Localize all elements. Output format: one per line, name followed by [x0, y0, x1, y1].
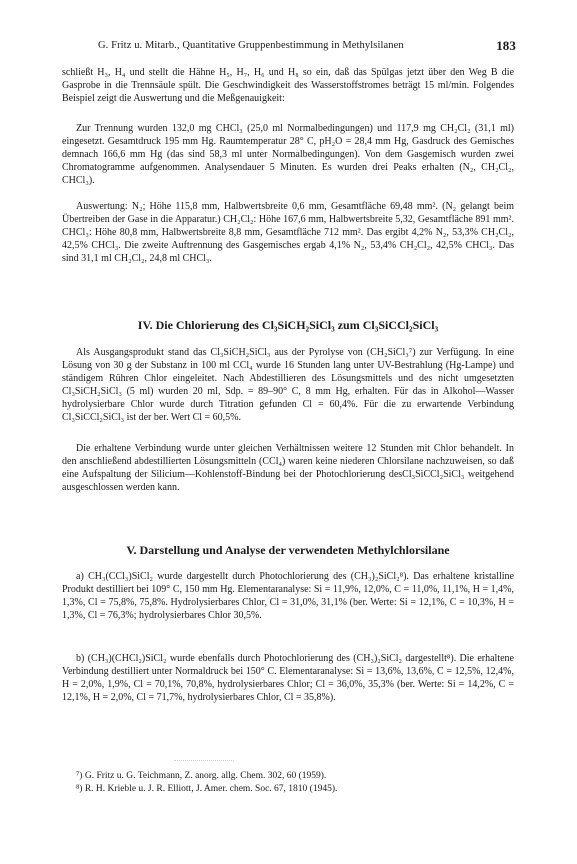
paragraph-1-text: schließt H₃, H₄ und stellt die Hähne H₅, H₇, H₆ und H₈ so ein, daß das Spülgas jetzt über den Weg B die Gasprobe in die Trennsäule spült. Die Geschwindigkeit des Wasserstoffstromes beträgt 15 ml/min. Folgendes Beispiel zeigt die Auswertung und die Meßgenauigkeit:: [62, 67, 514, 104]
footnotes: [76, 770, 516, 796]
section-heading-v-text: V. Darstellung und Analyse der verwendeten Methylchlorsilane: [126, 543, 450, 557]
running-header: [98, 40, 516, 51]
section-heading-iv-text: IV. Die Chlorierung des Cl₃SiCH₂SiCl₃ zum Cl₃SiCCl₂SiCl₃: [137, 318, 439, 332]
running-title: G. Fritz u. Mitarb., Quantitative Gruppenbestimmung in Methylsilanen: [98, 40, 404, 51]
section-heading-iv: [62, 318, 514, 333]
paragraph-1: [62, 66, 514, 105]
paragraph-2: [62, 122, 514, 187]
paragraph-5-text: Die erhaltene Verbindung wurde unter gleichen Verhältnissen weitere 12 Stunden mit Chlor behandelt. In den anschließend abdestillierten Lösungsmitteln (CCl₄) waren keine niederen Chlorsilane nachzuweisen, so daß eine Aufspaltung der Silicium—Kohlenstoff-Bindung bei der Photochlorierung desCl₃SiCCl₂SiCl₃ weitgehend ausgeschlossen werden kann.: [62, 443, 514, 493]
paragraph-4: [62, 346, 514, 424]
page-number: 183: [496, 38, 516, 53]
footnote-8: ⁸) R. H. Krieble u. J. R. Elliott, J. Amer. chem. Soc. 67, 1810 (1945).: [76, 784, 338, 794]
section-heading-v: [62, 543, 514, 558]
footnote-7: ⁷) G. Fritz u. G. Teichmann, Z. anorg. allg. Chem. 302, 60 (1959).: [76, 771, 327, 781]
paragraph-3-text: Auswertung: N₂; Höhe 115,8 mm, Halbwertsbreite 0,6 mm, Gesamtfläche 69,48 mm². (N₂ gelangt beim Übertreiben der Gase in die Apparatur.) CH₂Cl₂: Höhe 167,6 mm, Halbwertsbreite 5,32, Gesamtfläche 891 mm². CHCl₃: Höhe 80,8 mm, Halbwertsbreite 8,8 mm, Gesamtfläche 712 mm². Das ergibt 4,2% N₂, 53,3% CH₂Cl₂, 42,5% CHCl₃. Die zweite Auftrennung des Gasgemisches ergab 4,1% N₂, 53,4% CH₂Cl₂, 42,5% CHCl₃. Das sind 31,1 ml CH₂Cl₂, 24,8 ml CHCl₃.: [62, 201, 514, 264]
paragraph-7-text: b) (CH₃)(CHCl₂)SiCl₂ wurde ebenfalls durch Photochlorierung des (CH₃)₂SiCl₂ dargestellt⁸). Die erhaltene Verbindung destilliert unter Normaldruck bei 150° C. Elementaranalyse: Si = 13,6%, 13,6%, C = 12,5%, 12,4%, H = 2,0%, 1,9%, Cl = 70,1%, 70,8%, hydrolysierbares Chlor; Cl = 36,0%, 35,3% (ber. Werte: Si = 14,2%, C = 12,1%, H = 2,0%, Cl = 71,7%, hydrolysierbares Chlor, Cl = 35,8%).: [62, 653, 514, 703]
paragraph-3: [62, 200, 514, 265]
paragraph-6: [62, 570, 514, 622]
paragraph-4-text: Als Ausgangsprodukt stand das Cl₃SiCH₂SiCl₃ aus der Pyrolyse von (CH₂SiCl₃⁷) zur Verfügung. In eine Lösung von 30 g der Substanz in 100 ml CCl₄ wurde 16 Stunden lang unter UV-Bestrahlung (Hg-Lampe) und ständigem Rühren Chlor eingeleitet. Nach Abdestillieren des Lösungsmittels und des nicht umgesetzten Cl₃SiCH₂SiCl₃ (5 ml) wurden 20 ml, Sdp. = 89–90° C, 8 mm Hg, erhalten. Für das in Alkohol—Wasser hydrolysierbare Chlor wurde durch Titration gefunden Cl = 60,4%. Für die zu erwartende Verbindung Cl₃SiCCl₂SiCl₃ ist der ber. Wert Cl = 60,5%.: [62, 347, 514, 423]
paragraph-7: [62, 652, 514, 704]
paragraph-2-text: Zur Trennung wurden 132,0 mg CHCl₃ (25,0 ml Normalbedingungen) und 117,9 mg CH₂Cl₂ (31,1 ml) eingesetzt. Gesamtdruck 195 mm Hg. Raumtemperatur 28° C, pH₂O = 28,4 mm Hg, Gasdruck des Gemisches demnach 166,6 mm Hg (das sind 58,3 ml unter Normalbedingungen). Von dem Gasgemisch wurden zwei Chromatogramme aufgenommen. Analysendauer 5 Minuten. Es wurden drei Peaks erhalten (N₂, CH₂Cl₂, CHCl₃).: [62, 123, 514, 186]
paragraph-6-text: a) CH₃(CCl₃)SiCl₂ wurde dargestellt durch Photochlorierung des (CH₃)₂SiCl₂⁸). Das erhaltene kristalline Produkt destilliert bei 109° C, 150 mm Hg. Elementaranalyse: Si = 11,9%, 12,0%, C = 11,0%, 11,1%, H = 1,4%, 1,3%, Cl = 75,8%, 75,8%. Hydrolysierbares Chlor, Cl = 31,0%, 31,1% (ber. Werte: Si = 12,1%, C = 10,3%, H = 1,3%, Cl = 76,3%; hydrolysierbares Chlor 30,5%.: [62, 571, 514, 621]
paragraph-5: [62, 442, 514, 494]
footnote-divider: [174, 760, 234, 762]
